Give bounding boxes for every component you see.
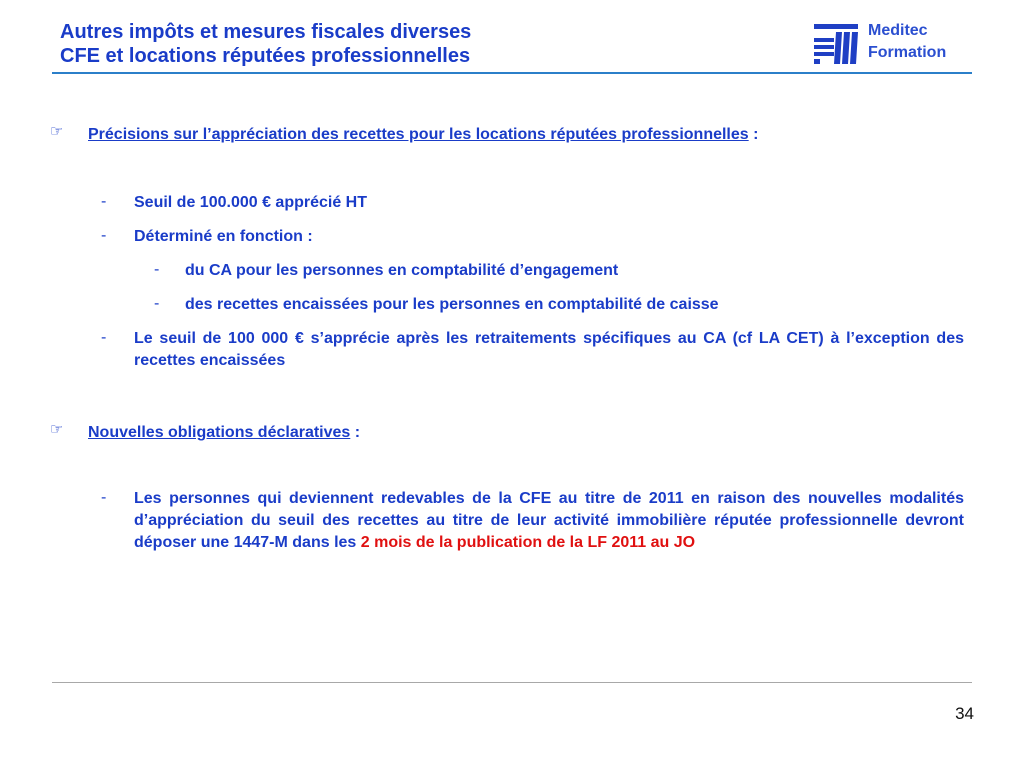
list-item: Seuil de 100.000 € apprécié HT — [134, 194, 368, 211]
pointing-hand-icon: ☞ — [50, 123, 64, 140]
section1-heading-text: Précisions sur l’appréciation des recettes pour les locations réputées professionnelles — [88, 126, 749, 143]
meditec-logo-icon — [812, 20, 862, 66]
list-item: Déterminé en fonction : — [134, 228, 313, 245]
logo-text-line2: Formation — [868, 44, 947, 61]
dash-bullet: - — [154, 261, 160, 278]
slide-title-line2: CFE et locations réputées professionnelles — [60, 45, 471, 67]
list-item: Le seuil de 100 000 € s’apprécie après les retraitements spécifiques au CA (cf LA CET) à l’exception des recettes encaissées — [134, 330, 964, 369]
page-number: 34 — [955, 704, 974, 723]
dash-bullet: - — [101, 227, 107, 244]
dash-bullet: - — [154, 295, 160, 312]
logo-text-line1: Meditec — [868, 22, 928, 39]
slide-title — [60, 20, 760, 68]
dash-bullet: - — [101, 329, 107, 346]
section1-heading-suffix: : — [748, 126, 759, 143]
pointing-hand-icon: ☞ — [50, 421, 64, 438]
dash-bullet: - — [101, 193, 107, 210]
footer-divider — [52, 682, 972, 683]
slide-title-line1: Autres impôts et mesures fiscales diverses — [60, 21, 472, 43]
section1-heading — [88, 124, 968, 146]
obligation-text: Les personnes qui deviennent redevables de la CFE au titre de 2011 en raison des nouvelles modalités d’appréciation du seuil des recettes au titre de leur activité immobilière réputée professionnelle devront déposer une 1447-M dans les — [134, 490, 964, 551]
section2-heading-text: Nouvelles obligations déclaratives — [88, 424, 351, 441]
dash-bullet: - — [101, 489, 107, 506]
section2-heading — [88, 422, 968, 444]
sub-list-item: du CA pour les personnes en comptabilité d’engagement — [185, 262, 619, 279]
deadline-highlight: 2 mois de la publication de la LF 2011 au JO — [360, 534, 696, 551]
meditec-logo — [812, 20, 972, 66]
sub-list-item: des recettes encaissées pour les personnes en comptabilité de caisse — [185, 296, 719, 313]
list-item — [134, 488, 964, 554]
section2-heading-suffix: : — [350, 424, 361, 441]
logo-text — [868, 20, 946, 64]
header-divider — [52, 72, 972, 74]
